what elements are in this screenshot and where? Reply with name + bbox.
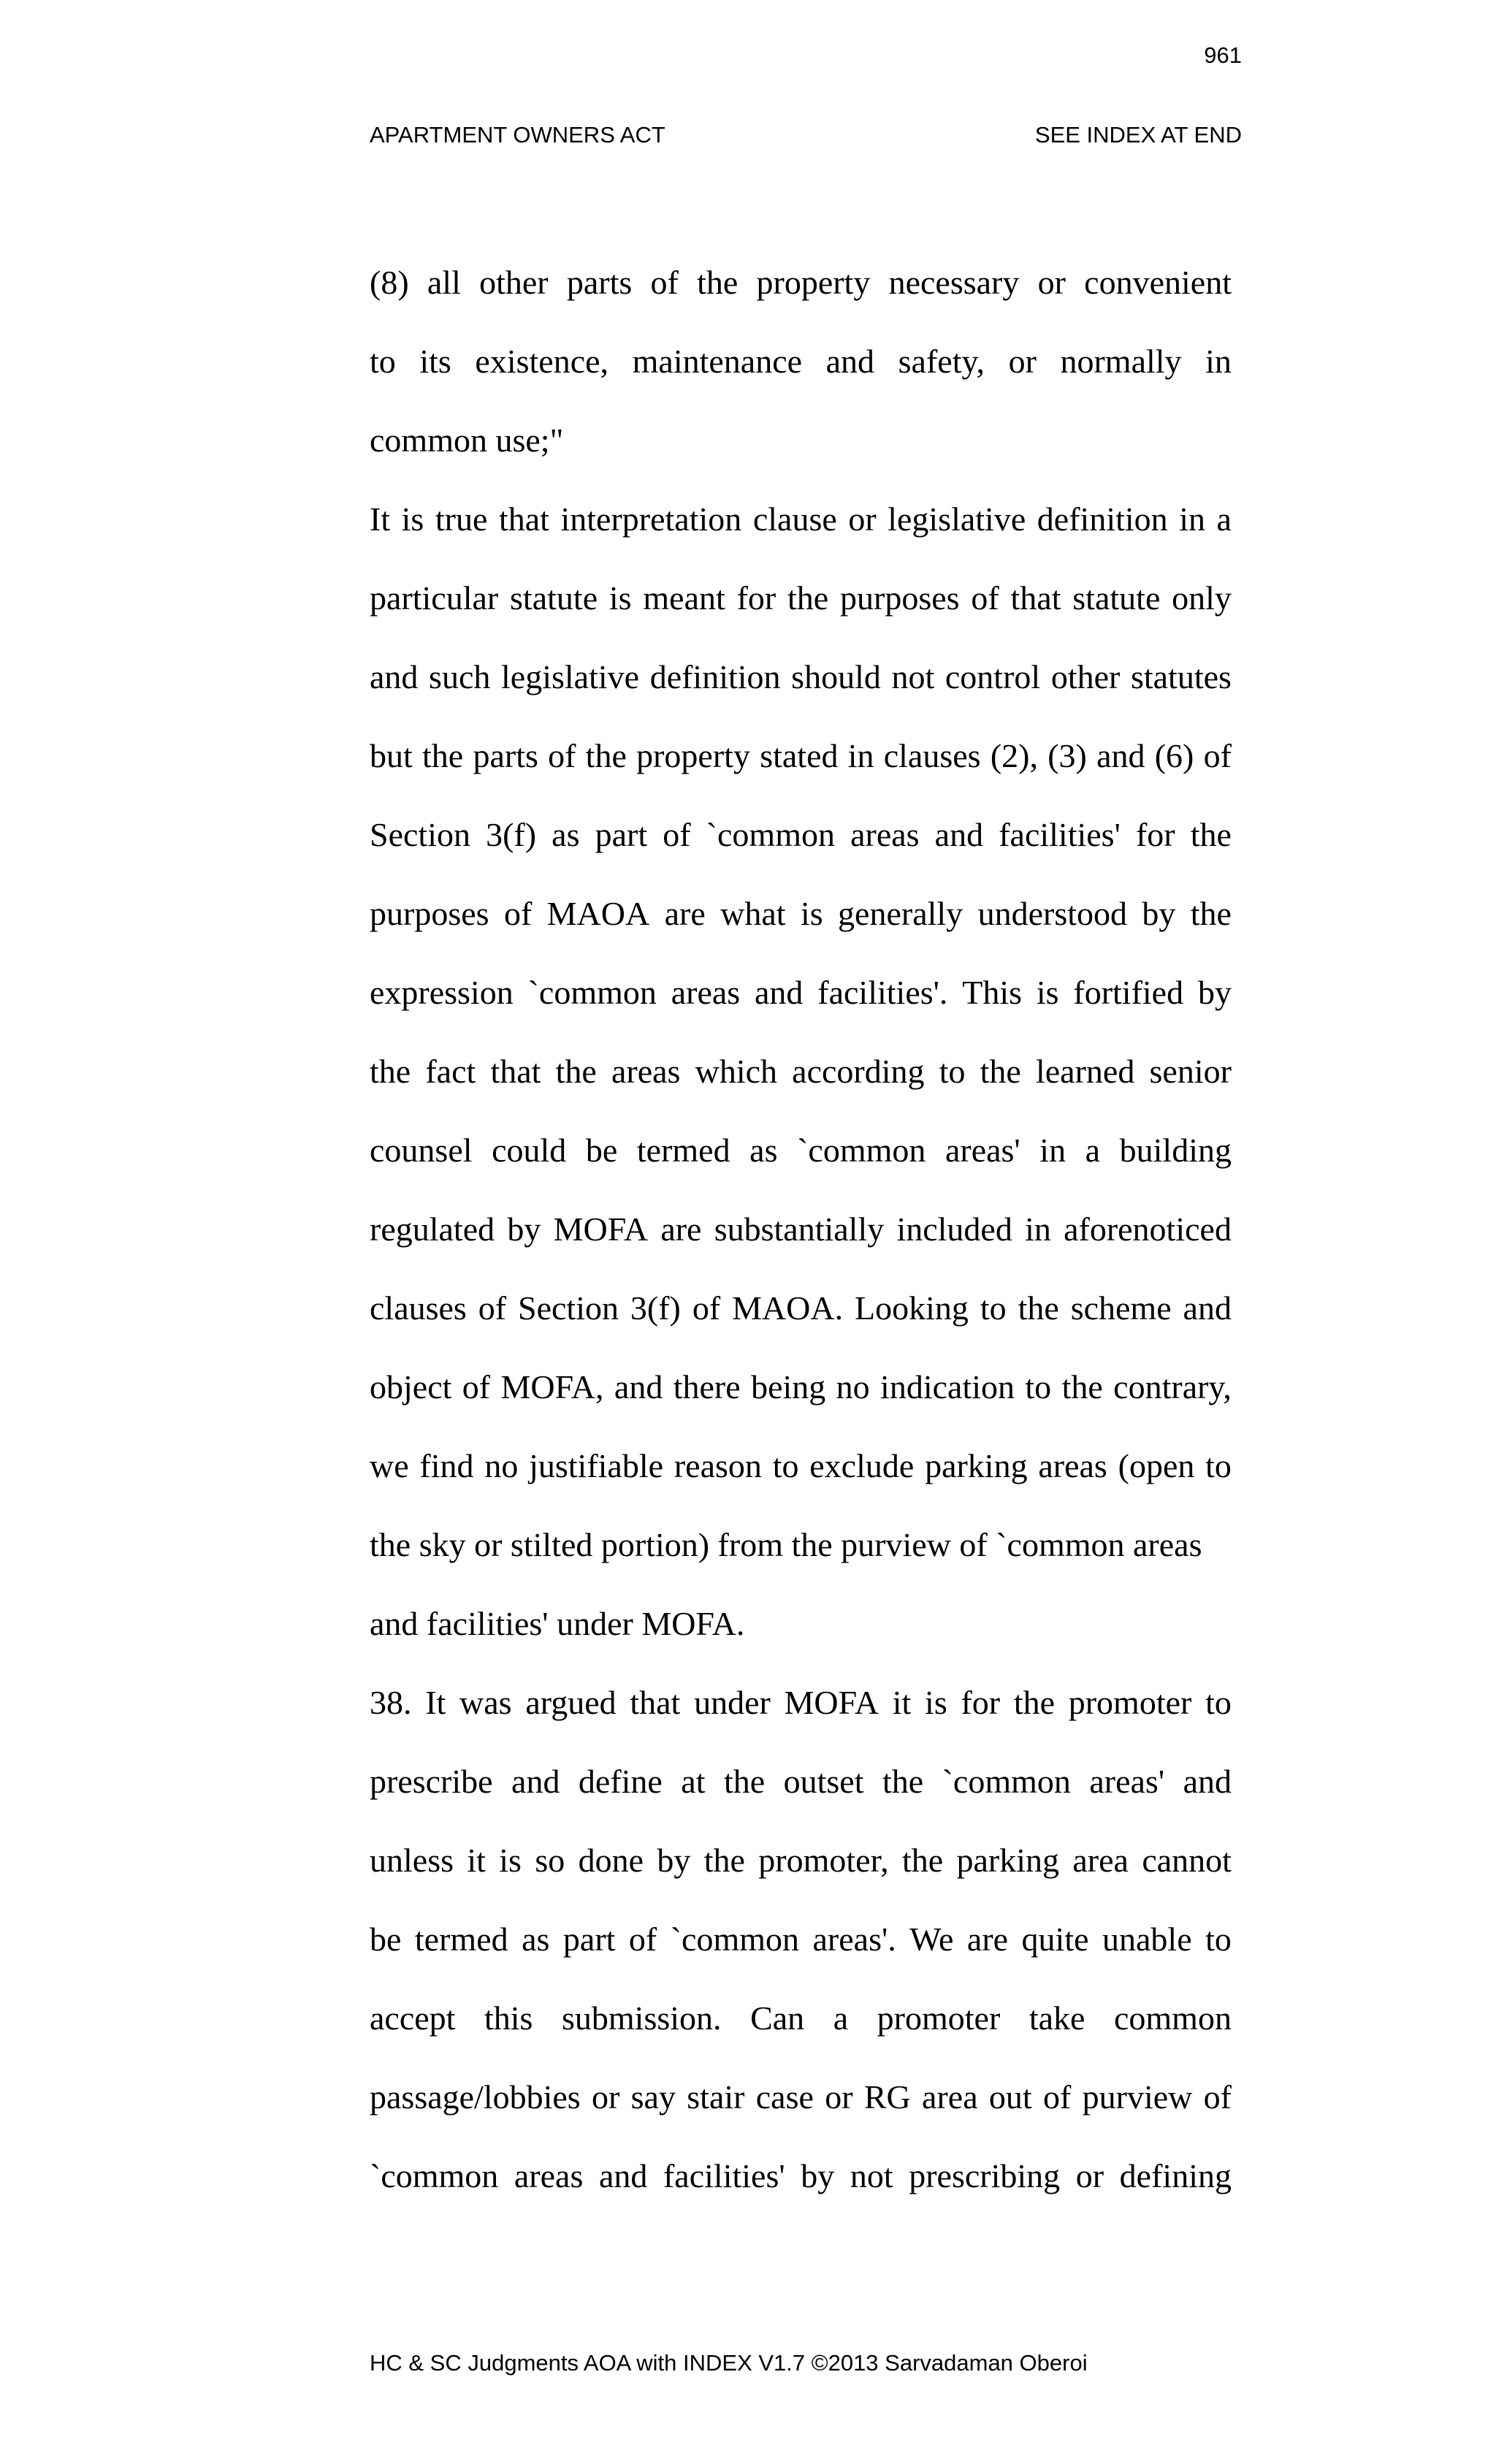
word: to bbox=[1205, 1447, 1232, 1484]
page-number: 961 bbox=[1204, 42, 1242, 68]
word: or bbox=[825, 2078, 853, 2116]
word: by bbox=[1142, 895, 1176, 932]
text-line bbox=[370, 336, 1232, 415]
word: to bbox=[1025, 1368, 1052, 1405]
word: by bbox=[1197, 974, 1232, 1011]
word: or bbox=[1037, 264, 1066, 301]
word: interpretation bbox=[560, 500, 742, 538]
word: to bbox=[980, 1289, 1007, 1327]
word: of bbox=[692, 1289, 721, 1327]
word: area bbox=[922, 2078, 978, 2116]
word: but bbox=[370, 737, 413, 774]
word: of bbox=[628, 1921, 657, 1958]
word: MAOA. bbox=[732, 1289, 844, 1327]
word: (open bbox=[1118, 1447, 1195, 1484]
word: It bbox=[370, 500, 391, 538]
word: areas bbox=[514, 2157, 584, 2194]
word: is bbox=[608, 579, 632, 617]
word: defining bbox=[1119, 2157, 1232, 2194]
word: clause bbox=[752, 500, 837, 538]
word: the bbox=[787, 579, 829, 617]
word: or bbox=[592, 2078, 620, 2116]
word: as bbox=[552, 816, 580, 853]
word: of bbox=[1043, 2078, 1072, 2116]
word: and bbox=[1183, 1763, 1232, 1800]
word: could bbox=[492, 1132, 567, 1169]
word: `common bbox=[942, 1763, 1071, 1800]
text-line bbox=[370, 2151, 1232, 2230]
word: are bbox=[966, 1921, 1009, 1958]
word: purview bbox=[1082, 2078, 1193, 2116]
word: This bbox=[962, 974, 1023, 1011]
word: building bbox=[1119, 1132, 1232, 1169]
word: of bbox=[971, 579, 999, 617]
word: parts bbox=[473, 737, 538, 774]
text-line bbox=[370, 967, 1232, 1046]
word: maintenance bbox=[632, 343, 803, 380]
word: at bbox=[681, 1763, 706, 1800]
word: stated bbox=[760, 737, 839, 774]
word: a bbox=[1216, 500, 1232, 538]
word: and bbox=[1096, 737, 1145, 774]
word: outset bbox=[783, 1763, 864, 1800]
text-line: the sky or stilted portion) from the purview of `common areas bbox=[370, 1526, 1202, 1563]
word: We bbox=[909, 1921, 954, 1958]
word: which bbox=[695, 1053, 778, 1090]
word: parking bbox=[925, 1447, 1028, 1484]
word: are bbox=[664, 895, 706, 932]
text-line bbox=[370, 1835, 1232, 1914]
word: is bbox=[800, 895, 823, 932]
word: existence, bbox=[475, 343, 609, 380]
word: to bbox=[939, 1053, 966, 1090]
text-line bbox=[370, 1756, 1232, 1835]
word: areas bbox=[611, 1053, 681, 1090]
word: areas' bbox=[944, 1132, 1020, 1169]
text-line bbox=[370, 1283, 1232, 1362]
word: so bbox=[535, 1842, 565, 1879]
word: the bbox=[585, 737, 627, 774]
word: being bbox=[751, 1368, 826, 1405]
word: in bbox=[1039, 1132, 1066, 1169]
word: definition bbox=[1037, 500, 1168, 538]
word: is bbox=[401, 500, 424, 538]
word: quite bbox=[1021, 1921, 1089, 1958]
word: `common bbox=[527, 974, 657, 1011]
text-line bbox=[370, 888, 1232, 967]
word: only bbox=[1172, 579, 1232, 617]
word: promoter bbox=[1068, 1684, 1192, 1721]
word: the bbox=[1013, 1684, 1056, 1721]
word: scheme bbox=[1070, 1289, 1172, 1327]
text-line: common use;" bbox=[370, 422, 564, 459]
word: areas bbox=[1038, 1447, 1107, 1484]
word: its bbox=[419, 343, 451, 380]
word: contrary, bbox=[1113, 1368, 1232, 1405]
word: of bbox=[1203, 2078, 1232, 2116]
word: prescribing bbox=[909, 2157, 1061, 2194]
word: a bbox=[833, 1999, 849, 2037]
word: of bbox=[663, 816, 691, 853]
word: cannot bbox=[1142, 1842, 1232, 1879]
word: is bbox=[1036, 974, 1059, 1011]
text-line bbox=[370, 652, 1232, 731]
word: to bbox=[1205, 1921, 1232, 1958]
word: the bbox=[697, 264, 739, 301]
word: there bbox=[673, 1368, 741, 1405]
word: the bbox=[882, 1763, 924, 1800]
word: for bbox=[1135, 816, 1175, 853]
word: aforenoticed bbox=[1064, 1210, 1232, 1248]
word: the bbox=[1190, 895, 1232, 932]
word: `common bbox=[706, 816, 835, 853]
word: safety, bbox=[898, 343, 985, 380]
word: the bbox=[1190, 816, 1232, 853]
word: passage/lobbies bbox=[370, 2078, 581, 2116]
footer-copyright: HC & SC Judgments AOA with INDEX V1.7 ©2013 Sarvadaman Oberoi bbox=[370, 2350, 1088, 2376]
word: that bbox=[1010, 579, 1061, 617]
word: take bbox=[1028, 1999, 1085, 2037]
word: `common bbox=[670, 1921, 800, 1958]
word: regulated bbox=[370, 1210, 495, 1248]
word: the bbox=[703, 1842, 745, 1879]
word: parts bbox=[566, 264, 633, 301]
word: and bbox=[825, 343, 875, 380]
word: reason bbox=[673, 1447, 762, 1484]
word: included bbox=[896, 1210, 1012, 1248]
word: according bbox=[792, 1053, 925, 1090]
word: is bbox=[925, 1684, 947, 1721]
word: case bbox=[755, 2078, 814, 2116]
running-header-index-note: SEE INDEX AT END bbox=[1034, 122, 1242, 148]
word: (6) bbox=[1154, 737, 1194, 774]
word: such bbox=[429, 658, 491, 695]
word: parking bbox=[956, 1842, 1060, 1879]
word: meant bbox=[643, 579, 725, 617]
word: stair bbox=[687, 2078, 745, 2116]
word: control bbox=[944, 658, 1041, 695]
word: areas bbox=[671, 974, 741, 1011]
word: facilities' bbox=[999, 816, 1121, 853]
word: part bbox=[595, 816, 648, 853]
word: legislative bbox=[501, 658, 640, 695]
word: is bbox=[499, 1842, 522, 1879]
word: learned bbox=[1035, 1053, 1135, 1090]
word: for bbox=[961, 1684, 1001, 1721]
word: unless bbox=[370, 1842, 454, 1879]
word: should bbox=[791, 658, 881, 695]
word: true bbox=[435, 500, 488, 538]
word: it bbox=[467, 1842, 486, 1879]
word: by bbox=[507, 1210, 541, 1248]
word: convenient bbox=[1084, 264, 1232, 301]
word: facilities'. bbox=[817, 974, 948, 1011]
word: clauses bbox=[370, 1289, 467, 1327]
word: promoter, bbox=[758, 1842, 889, 1879]
text-line bbox=[370, 573, 1232, 652]
word: this bbox=[484, 1999, 533, 2037]
word: MAOA bbox=[546, 895, 650, 932]
word: or bbox=[1075, 2157, 1104, 2194]
word: Section bbox=[370, 816, 470, 853]
word: in bbox=[1179, 500, 1205, 538]
word: indication bbox=[880, 1368, 1015, 1405]
word: of bbox=[1203, 737, 1232, 774]
word: generally bbox=[838, 895, 963, 932]
text-line bbox=[370, 1677, 1232, 1756]
word: MOFA bbox=[553, 1210, 649, 1248]
word: clauses bbox=[883, 737, 981, 774]
word: areas bbox=[850, 816, 920, 853]
word: no bbox=[484, 1447, 519, 1484]
word: of bbox=[650, 264, 679, 301]
word: or bbox=[848, 500, 877, 538]
text-line bbox=[370, 494, 1232, 573]
word: it bbox=[892, 1684, 912, 1721]
word: be bbox=[370, 1921, 402, 1958]
word: find bbox=[419, 1447, 474, 1484]
word: and bbox=[934, 816, 984, 853]
text-line bbox=[370, 1441, 1232, 1519]
word: statutes bbox=[1130, 658, 1232, 695]
word: the bbox=[555, 1053, 597, 1090]
word: to bbox=[370, 343, 396, 380]
word: termed bbox=[414, 1921, 508, 1958]
word: what bbox=[720, 895, 786, 932]
word: to bbox=[1205, 1684, 1232, 1721]
word: part bbox=[562, 1921, 616, 1958]
word: we bbox=[370, 1447, 409, 1484]
word: the bbox=[980, 1053, 1021, 1090]
word: unable bbox=[1102, 1921, 1192, 1958]
text-line bbox=[370, 1993, 1232, 2072]
word: termed bbox=[636, 1132, 730, 1169]
word: accept bbox=[370, 1999, 456, 2037]
word: argued bbox=[525, 1684, 617, 1721]
word: justifiable bbox=[529, 1447, 664, 1484]
word: to bbox=[772, 1447, 799, 1484]
word: done bbox=[578, 1842, 644, 1879]
word: areas' bbox=[1089, 1763, 1165, 1800]
word: areas'. bbox=[812, 1921, 896, 1958]
word: property bbox=[756, 264, 871, 301]
word: promoter bbox=[877, 1999, 1001, 2037]
word: and bbox=[598, 2157, 648, 2194]
word: senior bbox=[1149, 1053, 1232, 1090]
word: definition bbox=[649, 658, 781, 695]
word: necessary bbox=[888, 264, 1020, 301]
text-line bbox=[370, 1914, 1232, 1993]
word: purposes bbox=[370, 895, 489, 932]
word: substantially bbox=[714, 1210, 885, 1248]
word: out bbox=[988, 2078, 1032, 2116]
word: 3(f) bbox=[486, 816, 537, 853]
word: as bbox=[522, 1921, 550, 1958]
word: of bbox=[462, 1368, 491, 1405]
word: area bbox=[1072, 1842, 1129, 1879]
text-line bbox=[370, 1362, 1232, 1441]
word: for bbox=[736, 579, 776, 617]
text-line bbox=[370, 1046, 1232, 1125]
word: and bbox=[511, 1763, 560, 1800]
word: the bbox=[901, 1842, 944, 1879]
word: MOFA bbox=[784, 1684, 879, 1721]
word: submission. bbox=[561, 1999, 722, 2037]
word: not bbox=[850, 2157, 893, 2194]
text-line bbox=[370, 257, 1232, 336]
word: RG bbox=[863, 2078, 911, 2116]
word: exclude bbox=[809, 1447, 915, 1484]
word: `common bbox=[797, 1132, 926, 1169]
word: be bbox=[585, 1132, 618, 1169]
word: say bbox=[630, 2078, 676, 2116]
word: common bbox=[1113, 1999, 1232, 2037]
word: (8) bbox=[370, 264, 409, 301]
word: MOFA, bbox=[500, 1368, 604, 1405]
word: by bbox=[657, 1842, 691, 1879]
word: and bbox=[614, 1368, 663, 1405]
word: the bbox=[422, 737, 464, 774]
word: the bbox=[370, 1053, 411, 1090]
word: are bbox=[660, 1210, 702, 1248]
word: It bbox=[425, 1684, 446, 1721]
word: the bbox=[1061, 1368, 1103, 1405]
word: and bbox=[755, 974, 804, 1011]
word: expression bbox=[370, 974, 514, 1011]
word: counsel bbox=[370, 1132, 473, 1169]
word: in bbox=[847, 737, 874, 774]
text-line bbox=[370, 731, 1232, 809]
text-line bbox=[370, 809, 1232, 888]
word: that bbox=[630, 1684, 681, 1721]
word: fortified bbox=[1073, 974, 1184, 1011]
word: other bbox=[479, 264, 549, 301]
word: the bbox=[1018, 1289, 1059, 1327]
word: statute bbox=[1072, 579, 1161, 617]
word: `common bbox=[370, 2157, 499, 2194]
text-line bbox=[370, 1125, 1232, 1204]
word: all bbox=[427, 264, 461, 301]
word: Can bbox=[750, 1999, 805, 2037]
word: prescribe bbox=[370, 1763, 493, 1800]
judgment-body-text bbox=[370, 257, 1232, 2230]
word: Looking bbox=[855, 1289, 969, 1327]
word: fact bbox=[425, 1053, 476, 1090]
word: (3) bbox=[1047, 737, 1087, 774]
word: 3(f) bbox=[630, 1289, 681, 1327]
word: property bbox=[636, 737, 750, 774]
word: statute bbox=[510, 579, 598, 617]
text-line: and facilities' under MOFA. bbox=[370, 1605, 745, 1642]
word: particular bbox=[370, 579, 499, 617]
word: understood bbox=[977, 895, 1127, 932]
word: legislative bbox=[888, 500, 1026, 538]
word: purposes bbox=[840, 579, 960, 617]
word: 38. bbox=[370, 1684, 412, 1721]
word: a bbox=[1085, 1132, 1101, 1169]
word: of bbox=[503, 895, 533, 932]
text-line bbox=[370, 1204, 1232, 1283]
word: and bbox=[370, 658, 419, 695]
word: in bbox=[1205, 343, 1232, 380]
word: object bbox=[370, 1368, 452, 1405]
running-header-title: APARTMENT OWNERS ACT bbox=[370, 122, 665, 148]
word: define bbox=[578, 1763, 663, 1800]
word: (2), bbox=[990, 737, 1038, 774]
word: of bbox=[548, 737, 576, 774]
word: under bbox=[694, 1684, 771, 1721]
word: of bbox=[478, 1289, 507, 1327]
word: facilities' bbox=[663, 2157, 785, 2194]
word: that bbox=[490, 1053, 541, 1090]
word: as bbox=[749, 1132, 778, 1169]
word: and bbox=[1183, 1289, 1232, 1327]
word: no bbox=[836, 1368, 870, 1405]
word: normally bbox=[1060, 343, 1182, 380]
word: that bbox=[498, 500, 549, 538]
word: or bbox=[1008, 343, 1037, 380]
word: Section bbox=[518, 1289, 619, 1327]
word: by bbox=[801, 2157, 835, 2194]
word: not bbox=[891, 658, 935, 695]
word: other bbox=[1050, 658, 1121, 695]
word: in bbox=[1025, 1210, 1051, 1248]
word: was bbox=[459, 1684, 512, 1721]
text-line bbox=[370, 2072, 1232, 2151]
word: the bbox=[723, 1763, 766, 1800]
